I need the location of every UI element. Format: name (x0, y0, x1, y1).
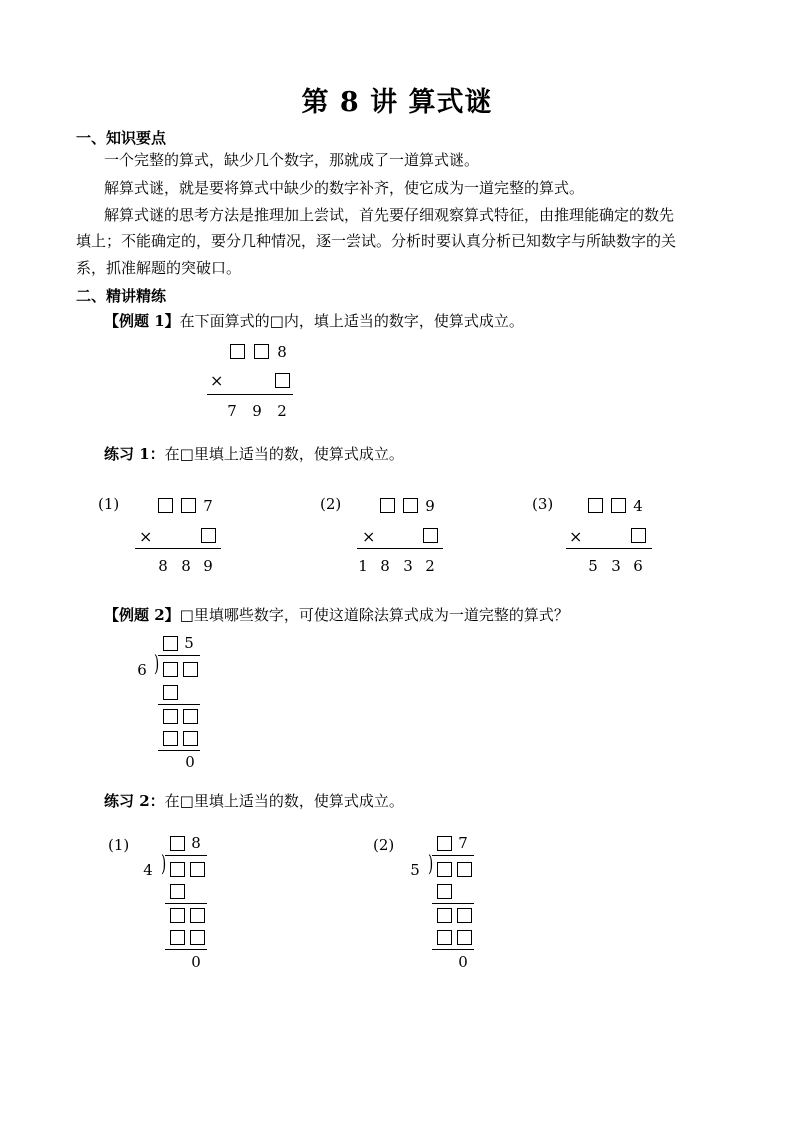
digit: 6 (137, 661, 147, 679)
blank-box[interactable] (163, 685, 178, 700)
blank-box[interactable] (163, 636, 178, 651)
item-number: (3) (532, 495, 554, 513)
section-heading-knowledge: 一、知识要点 (76, 129, 167, 147)
blank-box[interactable] (437, 884, 452, 899)
practice-1-text: 在□里填上适当的数，使算式成立。 (164, 445, 404, 463)
digit: 9 (252, 402, 262, 420)
blank-box[interactable] (170, 884, 185, 899)
digit: 9 (203, 557, 213, 575)
blank-box[interactable] (190, 908, 205, 923)
digit: 0 (191, 953, 201, 971)
digit: 4 (143, 861, 153, 879)
digit: 0 (185, 753, 195, 771)
item-number: (1) (98, 495, 120, 513)
blank-box[interactable] (437, 908, 452, 923)
digit: 9 (425, 497, 435, 515)
blank-box[interactable] (275, 373, 290, 388)
digit: 8 (191, 834, 201, 852)
item-number: (2) (373, 836, 395, 854)
subtraction-line (158, 704, 200, 705)
subtraction-line (165, 949, 207, 950)
digit: 8 (181, 557, 191, 575)
digit: 7 (203, 497, 213, 515)
paragraph-3-line-2: 填上；不能确定的，要分几种情况，逐一尝试。分析时要认真分析已知数字与所缺数字的关 (76, 232, 677, 250)
blank-box[interactable] (158, 498, 173, 513)
times-sign: × (210, 371, 224, 390)
page-title: 第 8 讲 算式谜 (301, 87, 493, 118)
subtraction-line (165, 903, 207, 904)
subtraction-line (432, 903, 474, 904)
example-2-text: □里填哪些数字，可使这道除法算式成为一道完整的算式？ (179, 606, 569, 624)
product-line (135, 548, 221, 549)
blank-box[interactable] (183, 662, 198, 677)
blank-box[interactable] (183, 731, 198, 746)
example-2-prompt (104, 602, 569, 628)
blank-box[interactable] (254, 344, 269, 359)
blank-box[interactable] (457, 908, 472, 923)
digit: 4 (633, 497, 643, 515)
digit: 7 (227, 402, 237, 420)
division-bar (158, 655, 200, 656)
blank-box[interactable] (170, 862, 185, 877)
product-line (207, 394, 293, 395)
digit: 5 (410, 861, 420, 879)
division-bracket: ) (161, 852, 167, 877)
digit: 7 (458, 834, 468, 852)
division-bar (432, 855, 474, 856)
product-line (357, 548, 443, 549)
example-2-label: 【例题 2】 (104, 606, 180, 624)
blank-box[interactable] (611, 498, 626, 513)
blank-box[interactable] (181, 498, 196, 513)
blank-box[interactable] (170, 908, 185, 923)
digit: 3 (611, 557, 621, 575)
blank-box[interactable] (183, 709, 198, 724)
section-heading-practice: 二、精讲精练 (76, 287, 167, 305)
times-sign: × (139, 527, 153, 546)
digit: 8 (277, 343, 287, 361)
paragraph-3-line-1: 解算式谜的思考方法是推理加上尝试，首先要仔细观察算式特征，由推理能确定的数先 (104, 206, 675, 224)
subtraction-line (158, 750, 200, 751)
blank-box[interactable] (631, 528, 646, 543)
times-sign: × (362, 527, 376, 546)
division-bracket: ) (154, 652, 160, 677)
item-number: (2) (320, 495, 342, 513)
blank-box[interactable] (163, 709, 178, 724)
paragraph-2: 解算式谜，就是要将算式中缺少的数字补齐，使它成为一道完整的算式。 (104, 179, 585, 197)
division-bar (165, 855, 207, 856)
blank-box[interactable] (190, 930, 205, 945)
blank-box[interactable] (423, 528, 438, 543)
blank-box[interactable] (437, 862, 452, 877)
blank-box[interactable] (457, 862, 472, 877)
digit: 8 (380, 557, 390, 575)
digit: 5 (184, 634, 194, 652)
paragraph-1: 一个完整的算式，缺少几个数字，那就成了一道算式谜。 (104, 151, 480, 169)
blank-box[interactable] (190, 862, 205, 877)
product-line (566, 548, 652, 549)
digit: 1 (358, 557, 368, 575)
times-sign: × (569, 527, 583, 546)
item-number: (1) (108, 836, 130, 854)
digit: 8 (158, 557, 168, 575)
subtraction-line (432, 949, 474, 950)
blank-box[interactable] (163, 662, 178, 677)
blank-box[interactable] (437, 836, 452, 851)
paragraph-3-line-3: 系，抓准解题的突破口。 (76, 259, 242, 277)
practice-1-prompt (104, 441, 404, 467)
blank-box[interactable] (170, 930, 185, 945)
practice-2-text: 在□里填上适当的数，使算式成立。 (164, 792, 404, 810)
practice-2-prompt (104, 788, 404, 814)
blank-box[interactable] (230, 344, 245, 359)
blank-box[interactable] (437, 930, 452, 945)
blank-box[interactable] (457, 930, 472, 945)
blank-box[interactable] (170, 836, 185, 851)
example-1-label: 【例题 1】 (104, 312, 180, 330)
digit: 2 (425, 557, 435, 575)
blank-box[interactable] (588, 498, 603, 513)
example-1-prompt (104, 308, 524, 334)
digit: 6 (633, 557, 643, 575)
digit: 2 (277, 402, 287, 420)
blank-box[interactable] (380, 498, 395, 513)
blank-box[interactable] (163, 731, 178, 746)
division-bracket: ) (428, 852, 434, 877)
practice-2-label: 练习 2： (104, 792, 165, 810)
digit: 0 (458, 953, 468, 971)
practice-1-label: 练习 1： (104, 445, 165, 463)
digit: 3 (403, 557, 413, 575)
example-1-text: 在下面算式的□内，填上适当的数字，使算式成立。 (179, 312, 524, 330)
blank-box[interactable] (201, 528, 216, 543)
blank-box[interactable] (403, 498, 418, 513)
digit: 5 (588, 557, 598, 575)
